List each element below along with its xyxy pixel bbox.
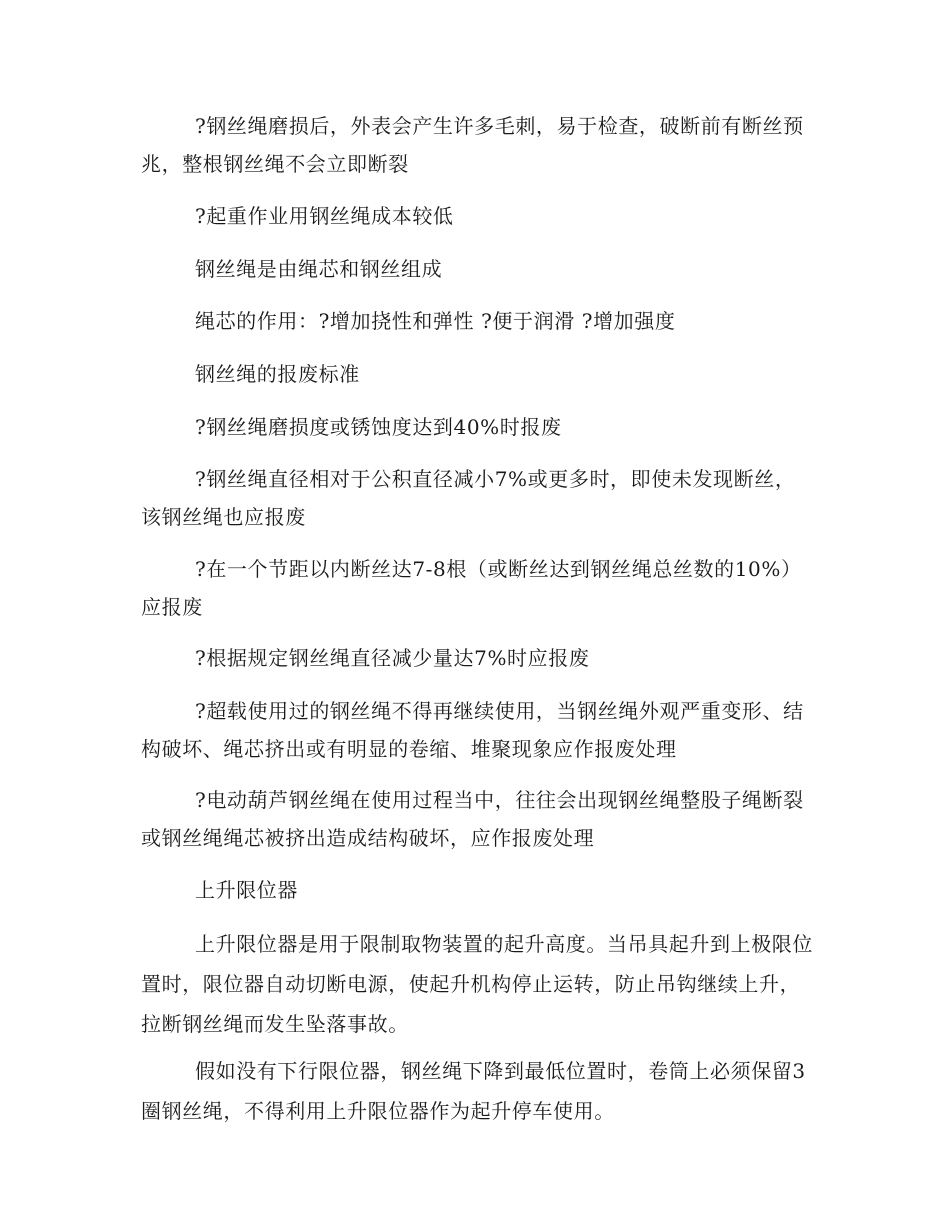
- paragraph-low-cost: ?起重作业用钢丝绳成本较低: [195, 204, 454, 228]
- section-heading-scrap-standard: 钢丝绳的报废标准: [195, 362, 360, 386]
- paragraph-scrap-hoist: ?电动葫芦钢丝绳在使用过程当中，往往会出现钢丝绳整股子绳断裂或钢丝绳绳芯被挤出造成结构破坏，应作报废处理: [141, 788, 804, 850]
- section-heading-upper-limiter: 上升限位器: [195, 878, 298, 902]
- paragraph-core-function: 绳芯的作用：?增加挠性和弹性 ?便于润滑 ?增加强度: [195, 309, 676, 333]
- paragraph-scrap-diameter: ?钢丝绳直径相对于公积直径减小7%或更多时，即使未发现断丝，该钢丝绳也应报废: [141, 467, 796, 529]
- paragraph-scrap-overload: ?超载使用过的钢丝绳不得再继续使用，当钢丝绳外观严重变形、结构破坏、绳芯挤出或有明显的卷缩、堆聚现象应作报废处理: [141, 699, 804, 761]
- paragraph-scrap-corrosion: ?钢丝绳磨损度或锈蚀度达到40%时报废: [195, 415, 562, 439]
- paragraph-composition: 钢丝绳是由绳芯和钢丝组成: [195, 257, 443, 281]
- paragraph-scrap-broken-wires: ?在一个节距以内断丝达7-8根（或断丝达到钢丝绳总丝数的10%）应报废: [141, 557, 802, 619]
- paragraph-upper-limiter: 上升限位器是用于限制取物装置的起升高度。当吊具起升到上极限位置时，限位器自动切断电源，使起升机构停止运转，防止吊钩继续上升，拉断钢丝绳而发生坠落事故。: [141, 932, 813, 1036]
- paragraph-scrap-diameter-rule: ?根据规定钢丝绳直径减少量达7%时应报废: [195, 646, 590, 670]
- paragraph-wire-rope-wear: ?钢丝绳磨损后，外表会产生许多毛刺，易于检查，破断前有断丝预兆，整根钢丝绳不会立即断裂: [141, 114, 804, 176]
- paragraph-lower-limiter: 假如没有下行限位器，钢丝绳下降到最低位置时，卷筒上必须保留3圈钢丝绳，不得利用上升限位器作为起升停车使用。: [141, 1059, 806, 1123]
